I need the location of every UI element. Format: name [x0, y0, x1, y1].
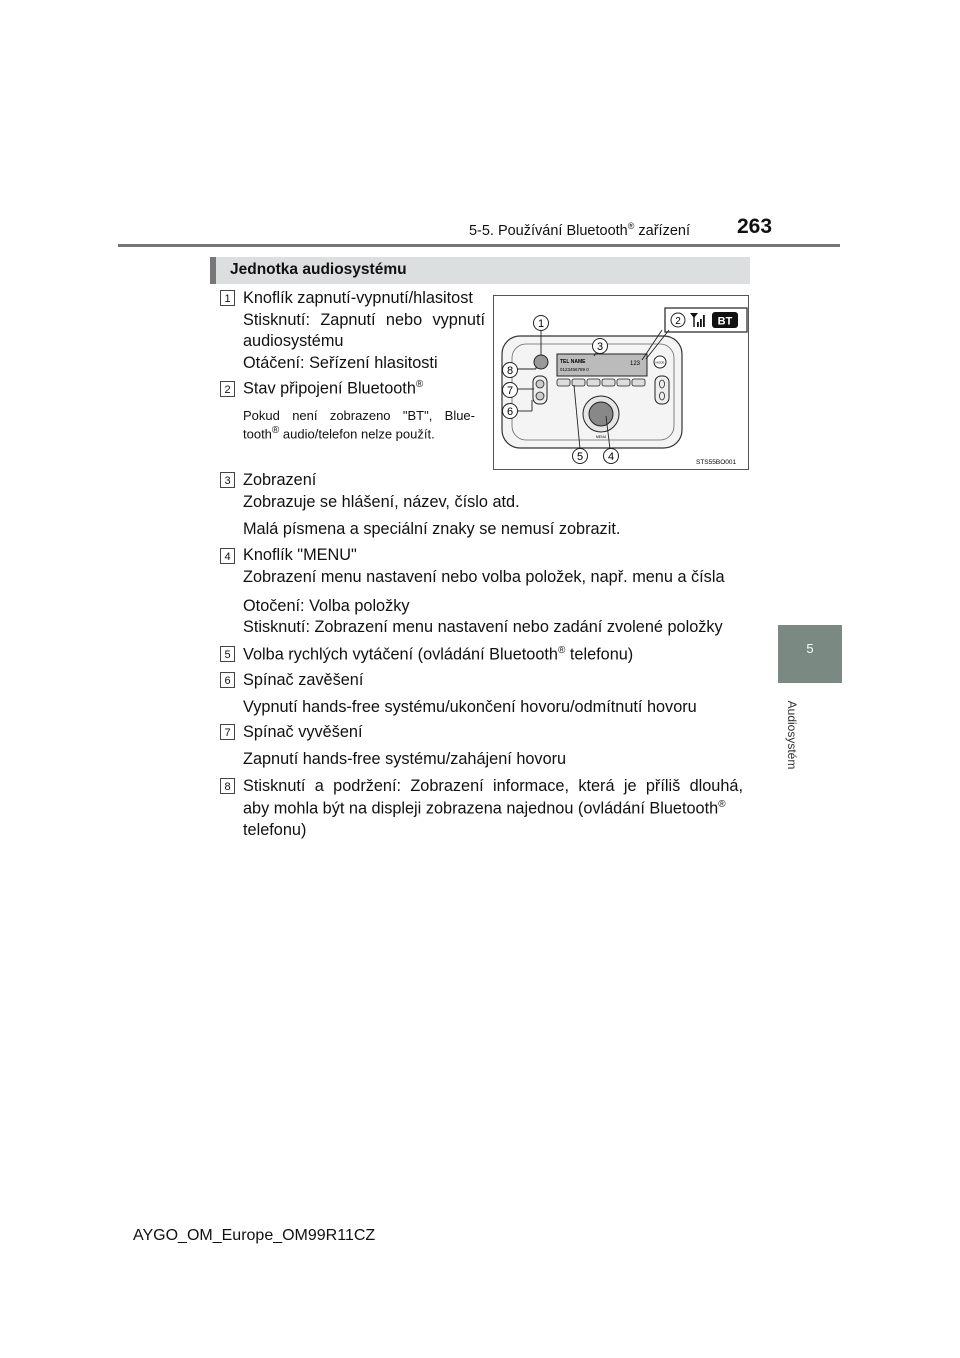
item-number-1: 1 [220, 290, 235, 306]
audio-unit-figure [493, 295, 749, 470]
bt-label: BT [717, 315, 733, 328]
item-1-text-cont: audiosystému [243, 332, 344, 350]
item-3-text: Zobrazuje se hlášení, název, číslo atd. [243, 493, 520, 511]
chapter-tab [778, 625, 842, 683]
item-2-note-cont: tooth® audio/telefon nelze použít. [243, 425, 435, 442]
callout-6: 6 [506, 406, 514, 418]
menu-label: MENU [595, 435, 607, 439]
item-number-6: 6 [220, 672, 235, 688]
mode-label: MODE [655, 360, 665, 365]
callout-3: 3 [596, 341, 604, 353]
item-3-title: Zobrazení [243, 471, 317, 489]
callout-5: 5 [576, 451, 584, 463]
page-number: 263 [737, 215, 773, 238]
callout-7: 7 [506, 385, 514, 397]
item-6-title: Spínač zavěšení [243, 671, 364, 689]
item-2-title: Stav připojení Bluetooth® [243, 379, 424, 398]
item-number-8: 8 [220, 778, 235, 794]
figure-code: STS55BO001 [696, 459, 737, 466]
item-7-text: Zapnutí hands-free systému/zahájení hovoru [243, 750, 567, 768]
item-3-note: Malá písmena a speciální znaky se nemusí zobrazit. [243, 520, 621, 538]
section-heading: Jednotka audiosystému [210, 257, 750, 284]
callout-1: 1 [537, 318, 545, 330]
item-8-text: Stisknutí a podržení: Zobrazení informace, která je příliš dlouhá, [243, 777, 743, 795]
item-7-title: Spínač vyvěšení [243, 723, 363, 741]
menu-knob [589, 402, 613, 426]
item-4-title: Knoflík "MENU" [243, 546, 357, 564]
item-1-text-rotate: Otáčení: Seřízení hlasitosti [243, 354, 438, 372]
off-hook-switch [536, 380, 544, 388]
document-code-footer: AYGO_OM_Europe_OM99R11CZ [133, 1227, 376, 1244]
item-8-text-end: telefonu) [243, 821, 307, 839]
chapter-number: 5 [806, 641, 814, 656]
item-4-text: Zobrazení menu nastavení nebo volba položek, např. menu a čísla [243, 568, 725, 586]
item-6-text: Vypnutí hands-free systému/ukončení hovoru/odmítnutí hovoru [243, 698, 697, 716]
callout-8: 8 [506, 365, 514, 377]
section-title: 5-5. Používání Bluetooth® zařízení [468, 221, 690, 239]
item-number-5: 5 [220, 646, 235, 662]
item-number-7: 7 [220, 724, 235, 740]
item-number-4: 4 [220, 548, 235, 564]
chapter-label: Audiosystém [785, 700, 799, 770]
item-1-title: Knoflík zapnutí-vypnutí/hlasitost [243, 289, 473, 307]
item-4-press: Stisknutí: Zobrazení menu nastavení nebo zadání zvolené položky [243, 618, 723, 636]
item-4-rotate: Otočení: Volba položky [243, 597, 410, 615]
item-2-note: Pokud není zobrazeno "BT", Blue- [243, 408, 475, 423]
item-number-2: 2 [220, 381, 235, 397]
callout-2: 2 [675, 316, 681, 327]
on-hook-switch [536, 392, 544, 400]
audio-unit-illustration [494, 296, 749, 470]
callout-4: 4 [607, 451, 615, 463]
item-1-text: Stisknutí: Zapnutí nebo vypnutí [243, 311, 485, 329]
lcd-line-2: 0123456789 0 [560, 367, 589, 372]
lcd-line-1: TEL NAME [560, 359, 586, 365]
item-number-3: 3 [220, 472, 235, 488]
item-5-title: Volba rychlých vytáčení (ovládání Bluetooth® telefonu) [243, 645, 634, 664]
header-rule [118, 244, 840, 247]
lcd-right: 123 [630, 361, 641, 367]
item-8-text-cont: aby mohla být na displeji zobrazena najednou (ovládání Bluetooth® [243, 799, 726, 818]
